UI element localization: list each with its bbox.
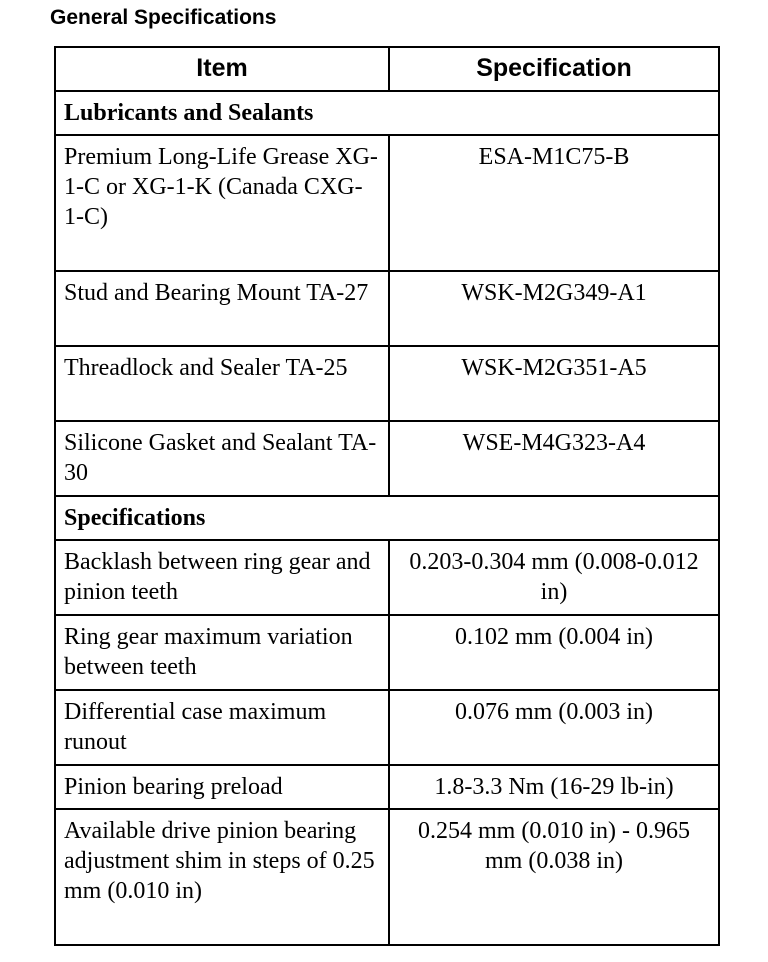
item-cell: Silicone Gasket and Sealant TA-30 bbox=[55, 421, 389, 496]
table-row bbox=[55, 271, 719, 346]
specification-cell: 0.203-0.304 mm (0.008-0.012 in) bbox=[389, 540, 719, 615]
column-header-specification: Specification bbox=[389, 47, 719, 91]
specification-cell: 1.8-3.3 Nm (16-29 lb-in) bbox=[389, 765, 719, 809]
specification-cell: 0.102 mm (0.004 in) bbox=[389, 615, 719, 690]
table-row bbox=[55, 765, 719, 809]
item-cell: Stud and Bearing Mount TA-27 bbox=[55, 271, 389, 346]
page-title: General Specifications bbox=[50, 6, 277, 29]
specification-cell: 0.076 mm (0.003 in) bbox=[389, 690, 719, 765]
specification-cell: WSK-M2G349-A1 bbox=[389, 271, 719, 346]
item-cell: Differential case maximum runout bbox=[55, 690, 389, 765]
specification-cell: 0.254 mm (0.010 in) - 0.965 mm (0.038 in) bbox=[389, 809, 719, 945]
section-row bbox=[55, 496, 719, 540]
specification-cell: ESA-M1C75-B bbox=[389, 135, 719, 271]
table-row bbox=[55, 690, 719, 765]
table-row bbox=[55, 135, 719, 271]
table-row bbox=[55, 809, 719, 945]
item-cell: Backlash between ring gear and pinion teeth bbox=[55, 540, 389, 615]
specification-cell: WSE-M4G323-A4 bbox=[389, 421, 719, 496]
item-cell: Available drive pinion bearing adjustment shim in steps of 0.25 mm (0.010 in) bbox=[55, 809, 389, 945]
section-heading-lubricants: Lubricants and Sealants bbox=[55, 91, 719, 135]
table-row bbox=[55, 615, 719, 690]
table-row bbox=[55, 540, 719, 615]
column-header-item: Item bbox=[55, 47, 389, 91]
item-cell: Premium Long-Life Grease XG-1-C or XG-1-K (Canada CXG-1-C) bbox=[55, 135, 389, 271]
table-row bbox=[55, 346, 719, 421]
item-cell: Threadlock and Sealer TA-25 bbox=[55, 346, 389, 421]
section-row bbox=[55, 91, 719, 135]
item-cell: Pinion bearing preload bbox=[55, 765, 389, 809]
specifications-table bbox=[54, 46, 720, 946]
table-row bbox=[55, 421, 719, 496]
section-heading-specifications: Specifications bbox=[55, 496, 719, 540]
table-header-row bbox=[55, 47, 719, 91]
specification-cell: WSK-M2G351-A5 bbox=[389, 346, 719, 421]
item-cell: Ring gear maximum variation between teeth bbox=[55, 615, 389, 690]
